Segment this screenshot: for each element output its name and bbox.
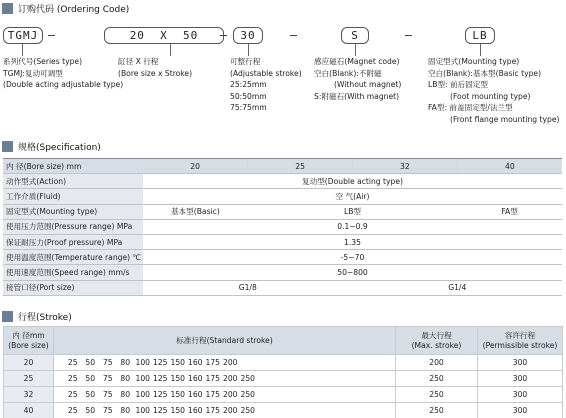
stroke-row bbox=[4, 387, 563, 403]
spec-value: 基本型(Basic) bbox=[143, 204, 248, 219]
standard-strokes: 25 50 75 80 100 125 150 160 175 200 bbox=[54, 355, 396, 371]
spec-value: G1/8 bbox=[143, 280, 353, 295]
permissible-stroke: 300 bbox=[478, 387, 563, 403]
spec-row-speed bbox=[3, 265, 562, 280]
spec-row-pressure bbox=[3, 219, 562, 234]
stroke-row bbox=[4, 371, 563, 387]
leader-line bbox=[480, 44, 481, 56]
standard-strokes: 25 50 75 80 100 125 150 160 175 200 250 bbox=[54, 403, 396, 418]
spec-row-port bbox=[3, 280, 562, 295]
section-square-icon bbox=[2, 311, 13, 322]
spec-label: 使用速度范围(Speed range) mm/s bbox=[3, 265, 143, 280]
leader-line bbox=[248, 44, 249, 56]
spec-row-proof bbox=[3, 234, 562, 249]
max-stroke: 250 bbox=[396, 403, 478, 418]
standard-stroke-header: 标准行程(Standard stroke) bbox=[54, 327, 396, 355]
max-stroke: 200 bbox=[396, 355, 478, 371]
ordering-code-header bbox=[2, 2, 129, 14]
spec-value: 复动型(Double acting type) bbox=[143, 174, 562, 189]
spec-label: 固定型式(Mounting type) bbox=[3, 204, 143, 219]
section-square-icon bbox=[2, 141, 13, 152]
spec-label: 保证耐压力(Proof pressure) MPa bbox=[3, 234, 143, 249]
bore-32: 32 bbox=[353, 159, 458, 174]
permissible-stroke-header: 容许行程 (Permissible stroke) bbox=[478, 327, 563, 355]
code-dash bbox=[220, 35, 227, 36]
spec-row-action bbox=[3, 174, 562, 189]
standard-strokes: 25 50 75 80 100 125 150 160 175 200 250 bbox=[54, 371, 396, 387]
leader-line bbox=[170, 44, 171, 56]
max-stroke: 250 bbox=[396, 387, 478, 403]
bore-40: 40 bbox=[457, 159, 562, 174]
code-box-adjust: 30 bbox=[233, 27, 263, 44]
code-box-magnet: S bbox=[341, 27, 369, 44]
standard-strokes: 25 50 75 80 100 125 150 160 175 200 250 bbox=[54, 387, 396, 403]
spec-value: 0.1~0.9 bbox=[143, 219, 562, 234]
spec-value: FA型 bbox=[457, 204, 562, 219]
note-mounting: 固定型式(Mounting type) 空白(Blank):基本型(Basic type) LB型: 前后固定型 (Foot mounting type) FA型: 前盖固定型/法兰型 (Front flange mounting type) bbox=[428, 57, 560, 124]
spec-label: 动作型式(Action) bbox=[3, 174, 143, 189]
stroke-row bbox=[4, 355, 563, 371]
code-dash bbox=[405, 35, 412, 36]
spec-header bbox=[2, 140, 101, 152]
spec-value: 1.35 bbox=[143, 234, 562, 249]
code-dash bbox=[290, 35, 297, 36]
spec-value: -5~70 bbox=[143, 250, 562, 265]
max-stroke: 250 bbox=[396, 371, 478, 387]
stroke-row bbox=[4, 403, 563, 418]
spec-row-temperature bbox=[3, 250, 562, 265]
spec-table bbox=[3, 158, 562, 296]
code-box-mount: LB bbox=[465, 27, 495, 44]
stroke-header bbox=[2, 310, 72, 322]
spec-value: LB型 bbox=[248, 204, 458, 219]
spec-label: 使用压力范围(Pressure range) MPa bbox=[3, 219, 143, 234]
note-bore-stroke: 缸径 X 行程 (Bore size x Stroke) bbox=[118, 57, 193, 78]
spec-label: 工作介质(Fluid) bbox=[3, 189, 143, 204]
spec-label: 接管口径(Port size) bbox=[3, 280, 143, 295]
note-magnet: 感应磁石(Magnet code) 空白(Blank):不附磁 (Without magnet) S:附磁石(With magnet) bbox=[314, 57, 402, 101]
spec-row-fluid bbox=[3, 189, 562, 204]
bore-value: 32 bbox=[4, 387, 54, 403]
bore-25: 25 bbox=[248, 159, 353, 174]
spec-value: 空 气(Air) bbox=[143, 189, 562, 204]
stroke-header-row bbox=[4, 327, 563, 355]
spec-value: 50~800 bbox=[143, 265, 562, 280]
permissible-stroke: 300 bbox=[478, 403, 563, 418]
code-box-bore-stroke: 20 X 50 bbox=[104, 27, 224, 44]
stroke-title: 行程(Stroke) bbox=[18, 312, 72, 323]
permissible-stroke: 300 bbox=[478, 355, 563, 371]
spec-label: 使用温度范围(Temperature range) ℃ bbox=[3, 250, 143, 265]
spec-title: 规格(Specification) bbox=[18, 142, 101, 153]
note-series: 系列代号(Series type) TGMJ:复动可调型 (Double acting adjustable type) bbox=[3, 57, 124, 89]
stroke-table bbox=[3, 326, 563, 418]
bore-header: 内 径mm (Bore size) bbox=[4, 327, 54, 355]
permissible-stroke: 300 bbox=[478, 371, 563, 387]
bore-value: 20 bbox=[4, 355, 54, 371]
max-stroke-header: 最大行程 (Max. stroke) bbox=[396, 327, 478, 355]
code-box-series: TGMJ bbox=[3, 27, 43, 44]
leader-line bbox=[22, 44, 23, 56]
bore-value: 40 bbox=[4, 403, 54, 418]
bore-20: 20 bbox=[143, 159, 248, 174]
note-adjustable: 可整行程 (Adjustable stroke) 25:25mm 50:50mm 75:75mm bbox=[230, 57, 302, 112]
leader-line bbox=[355, 44, 356, 56]
spec-row-mounting bbox=[3, 204, 562, 219]
spec-value: G1/4 bbox=[353, 280, 563, 295]
spec-label: 内 径(Bore size) mm bbox=[3, 159, 143, 174]
section-square-icon bbox=[2, 3, 13, 14]
spec-header-row bbox=[3, 159, 562, 174]
ordering-code-title: 订购代码 (Ordering Code) bbox=[18, 4, 130, 15]
bore-value: 25 bbox=[4, 371, 54, 387]
code-dash bbox=[48, 35, 55, 36]
